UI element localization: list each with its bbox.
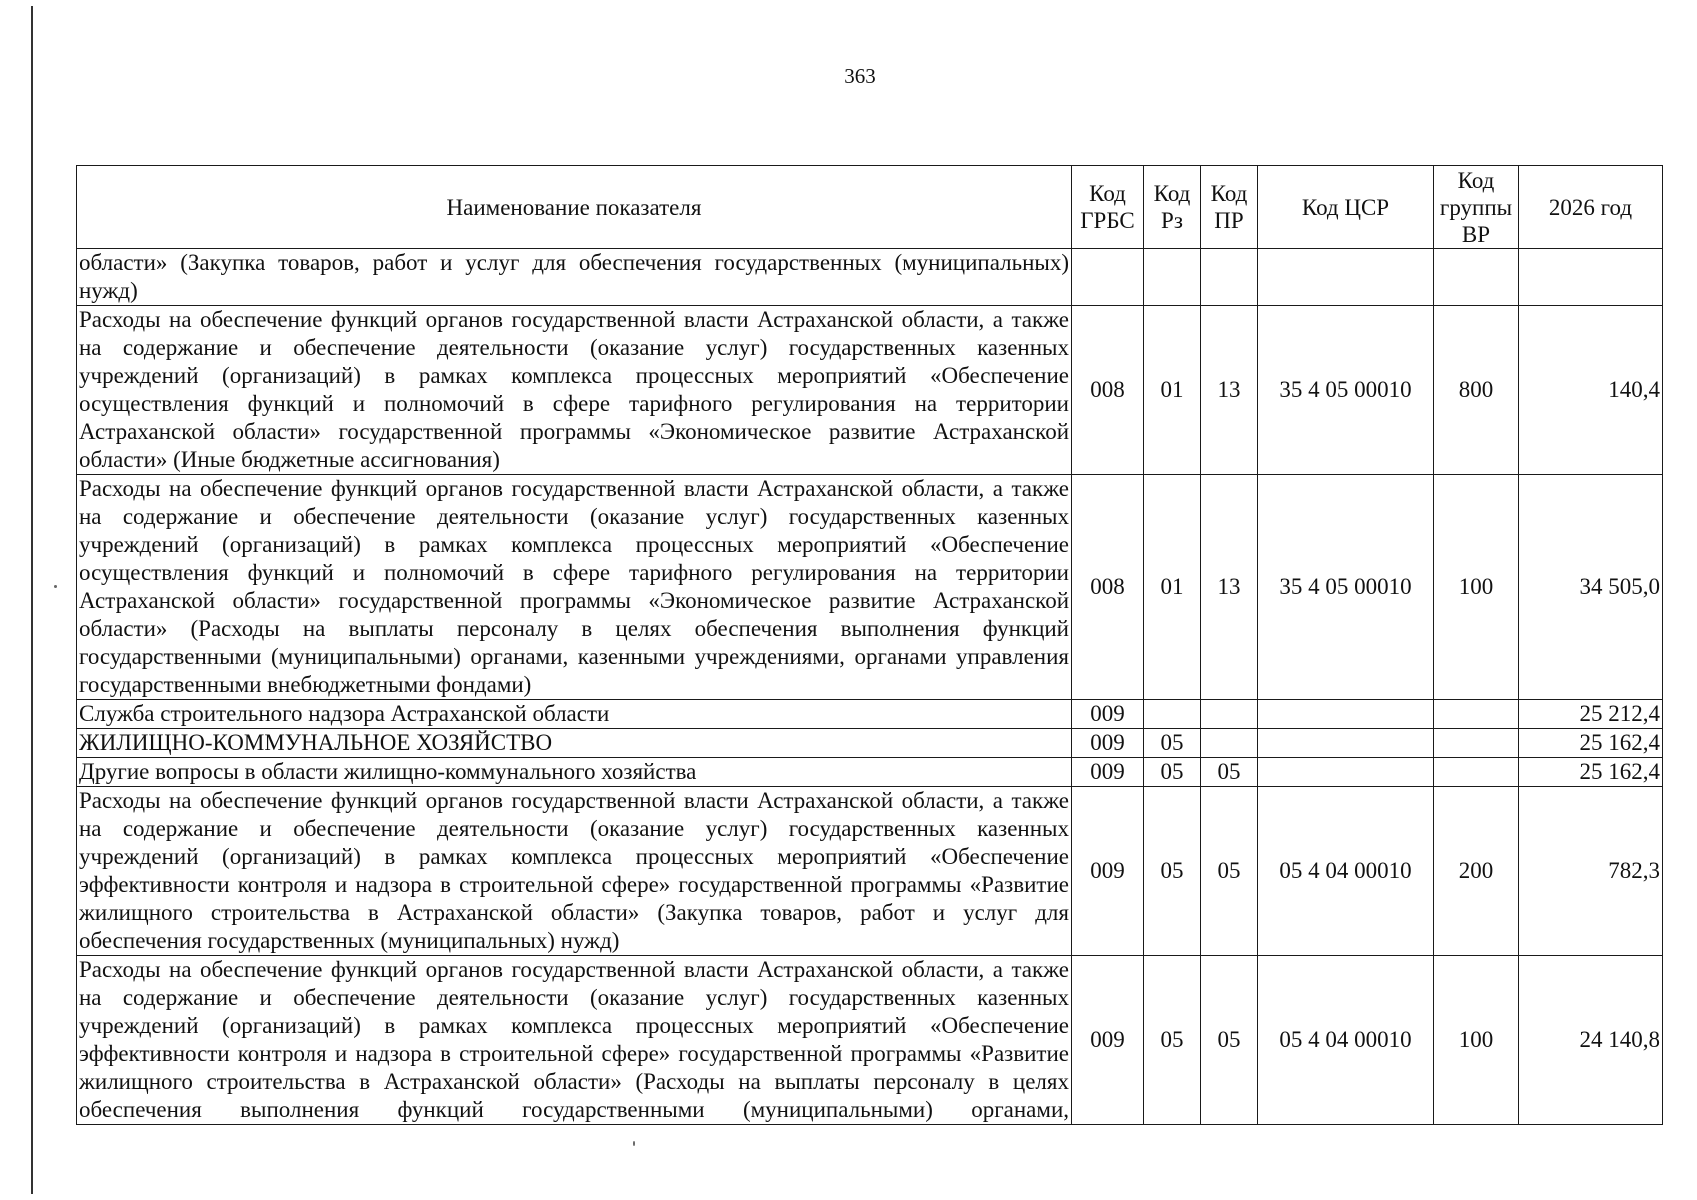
- row-csr: 35 4 05 00010: [1258, 306, 1434, 475]
- row-pr: [1201, 729, 1258, 758]
- row-csr: [1258, 700, 1434, 729]
- row-vr: [1434, 249, 1519, 306]
- table-row: [77, 700, 1663, 729]
- row-rz: [1144, 249, 1201, 306]
- table-row: [77, 956, 1663, 1125]
- table-row: [77, 306, 1663, 475]
- row-vr: 200: [1434, 787, 1519, 956]
- row-name: Расходы на обеспечение функций органов государственной власти Астраханской области, а также на содержание и обеспечение деятельности (оказание услуг) государственных казенных учреждений (организаций) в рамках комплекса процессных мероприятий «Обеспечение осуществления функций и полномочий в сфере тарифного регулирования на территории Астраханской области» государственной программы «Экономическое развитие Астраханской области» (Расходы на выплаты персоналу в целях обеспечения выполнения функций государственными (муниципальными) органами, казенными учреждениями, органами управления государственными внебюджетными фондами): [77, 475, 1072, 700]
- header-pr: Код ПР: [1201, 166, 1258, 249]
- row-csr: [1258, 729, 1434, 758]
- row-rz: 05: [1144, 758, 1201, 787]
- scan-speck: [54, 585, 57, 588]
- row-csr: 05 4 04 00010: [1258, 956, 1434, 1125]
- table-row: [77, 758, 1663, 787]
- row-rz: 05: [1144, 956, 1201, 1125]
- row-pr: 05: [1201, 787, 1258, 956]
- row-value: 25 162,4: [1519, 758, 1663, 787]
- row-grbs: 009: [1072, 700, 1144, 729]
- row-csr: 35 4 05 00010: [1258, 475, 1434, 700]
- table-row: [77, 787, 1663, 956]
- binding-line: [31, 6, 33, 1194]
- row-pr: 05: [1201, 956, 1258, 1125]
- row-vr: [1434, 700, 1519, 729]
- header-grbs: Код ГРБС: [1072, 166, 1144, 249]
- row-value: 140,4: [1519, 306, 1663, 475]
- row-grbs: 009: [1072, 758, 1144, 787]
- row-grbs: 008: [1072, 475, 1144, 700]
- row-vr: [1434, 729, 1519, 758]
- row-name: области» (Закупка товаров, работ и услуг для обеспечения государственных (муниципальных) нужд): [77, 249, 1072, 306]
- budget-table: [76, 165, 1663, 1125]
- page-number: 363: [844, 64, 876, 88]
- row-rz: 05: [1144, 729, 1201, 758]
- row-pr: 13: [1201, 306, 1258, 475]
- table-row: [77, 475, 1663, 700]
- row-pr: 05: [1201, 758, 1258, 787]
- row-grbs: 009: [1072, 956, 1144, 1125]
- row-value: 24 140,8: [1519, 956, 1663, 1125]
- row-rz: 01: [1144, 475, 1201, 700]
- row-grbs: 008: [1072, 306, 1144, 475]
- row-name: Расходы на обеспечение функций органов государственной власти Астраханской области, а также на содержание и обеспечение деятельности (оказание услуг) государственных казенных учреждений (организаций) в рамках комплекса процессных мероприятий «Обеспечение эффективности контроля и надзора в строительной сфере» государственной программы «Развитие жилищного строительства в Астраханской области» (Закупка товаров, работ и услуг для обеспечения государственных (муниципальных) нужд): [77, 787, 1072, 956]
- row-pr: [1201, 700, 1258, 729]
- header-csr: Код ЦСР: [1258, 166, 1434, 249]
- row-csr: [1258, 758, 1434, 787]
- row-vr: [1434, 758, 1519, 787]
- row-name: Другие вопросы в области жилищно-коммунального хозяйства: [77, 758, 1072, 787]
- row-rz: 05: [1144, 787, 1201, 956]
- row-rz: [1144, 700, 1201, 729]
- row-name: ЖИЛИЩНО-КОММУНАЛЬНОЕ ХОЗЯЙСТВО: [77, 729, 1072, 758]
- row-csr: [1258, 249, 1434, 306]
- row-grbs: 009: [1072, 787, 1144, 956]
- row-grbs: 009: [1072, 729, 1144, 758]
- row-vr: 100: [1434, 956, 1519, 1125]
- header-year: 2026 год: [1519, 166, 1663, 249]
- row-pr: [1201, 249, 1258, 306]
- table-row: [77, 249, 1663, 306]
- header-name: Наименование показателя: [77, 166, 1072, 249]
- header-vr: Код группы ВР: [1434, 166, 1519, 249]
- row-name: Служба строительного надзора Астраханской области: [77, 700, 1072, 729]
- row-value: 782,3: [1519, 787, 1663, 956]
- scan-speck: [633, 1141, 635, 1146]
- row-value: 34 505,0: [1519, 475, 1663, 700]
- table-row: [77, 729, 1663, 758]
- row-vr: 800: [1434, 306, 1519, 475]
- row-name: Расходы на обеспечение функций органов государственной власти Астраханской области, а также на содержание и обеспечение деятельности (оказание услуг) государственных казенных учреждений (организаций) в рамках комплекса процессных мероприятий «Обеспечение эффективности контроля и надзора в строительной сфере» государственной программы «Развитие жилищного строительства в Астраханской области» (Расходы на выплаты персоналу в целях обеспечения выполнения функций государственными (муниципальными) органами,: [77, 956, 1072, 1125]
- row-value: 25 162,4: [1519, 729, 1663, 758]
- row-csr: 05 4 04 00010: [1258, 787, 1434, 956]
- row-rz: 01: [1144, 306, 1201, 475]
- row-pr: 13: [1201, 475, 1258, 700]
- row-name: Расходы на обеспечение функций органов государственной власти Астраханской области, а также на содержание и обеспечение деятельности (оказание услуг) государственных казенных учреждений (организаций) в рамках комплекса процессных мероприятий «Обеспечение осуществления функций и полномочий в сфере тарифного регулирования на территории Астраханской области» государственной программы «Экономическое развитие Астраханской области» (Иные бюджетные ассигнования): [77, 306, 1072, 475]
- row-value: 25 212,4: [1519, 700, 1663, 729]
- row-grbs: [1072, 249, 1144, 306]
- table-header-row: [77, 166, 1663, 249]
- row-value: [1519, 249, 1663, 306]
- header-rz: Код Рз: [1144, 166, 1201, 249]
- row-vr: 100: [1434, 475, 1519, 700]
